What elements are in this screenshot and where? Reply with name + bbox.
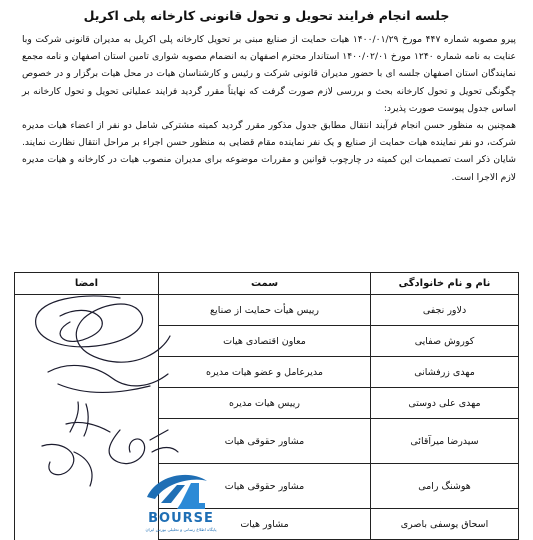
- paragraph-2: همچنین به منظور حسن انجام فرآیند انتقال مطابق جدول مذکور مقرر گردید کمیته مشترکی شامل دو نفر از اعضاء هیات مدیره شرکت، دو نفر نماینده هیات حمایت از صنایع و یک نفر نماینده مقام قضایی به منظور حسن اجراء بر مراحل انتقال نظارت نمایند. شایان ذکر است تصمیمات این کمیته در چارچوب قوانین و مقررات موضوعه برای مدیران منصوب هیات در کارخانه و هیات مدیره لازم الاجرا است.: [22, 120, 516, 183]
- table-header-row: [15, 273, 519, 295]
- cell-name: سیدرضا میرآقائی: [371, 419, 519, 464]
- bourse-logo: [133, 463, 229, 535]
- cell-position: رییس هیأت حمایت از صنایع: [159, 295, 371, 326]
- header-signature: امضا: [15, 273, 159, 295]
- document-title: جلسه انجام فرایند تحویل و تحول قانونی کارخانه پلی اکریل: [83, 8, 450, 23]
- cell-name: مهدی زرفشانی: [371, 357, 519, 388]
- paragraph-1: پیرو مصوبه شماره ۴۴۷ مورخ ۱۴۰۰/۰۱/۲۹ هیات حمایت از صنایع مبنی بر تحویل کارخانه پلی اکریل به مدیران قانونی شرکت وبا عنایت به نامه شماره ۱۲۴۰ مورخ ۱۴۰۰/۰۲/۰۱ استاندار محترم اصفهان به انضمام مصوبه شواری تامین استان اصفهان و نامه مجمع نمایندگان استان اصفهان جلسه ای با حضور مدیران قانونی شرکت و رئیس و کارشناسان هیات در محل هیات برگزار و در خصوص چگونگی تحویل و تحول کارخانه بحث و بررسی لازم صورت گرفت که نهایتاً مقرر گردید فرایند عملیاتی تحویل و تحول کارخانه بر اساس جدول پیوست صورت پذیرد:: [22, 34, 516, 114]
- cell-position: مشاور حقوقی هیات: [159, 419, 371, 464]
- header-position: سمت: [159, 273, 371, 295]
- logo-text: BOURSE: [148, 511, 214, 526]
- document-body: [22, 31, 516, 186]
- logo-subtitle: پایگاه اطلاع رسانی و تحلیلی بورس ایران: [145, 527, 217, 532]
- cell-position: مشاور حقوقی هیات: [159, 464, 371, 509]
- cell-position: معاون اقتصادی هیات: [159, 326, 371, 357]
- signature-table: [14, 272, 519, 540]
- cell-position: مشاور هیات: [159, 509, 371, 540]
- header-name: نام و نام خانوادگی: [371, 273, 519, 295]
- cell-name: مهدی علی دوستی: [371, 388, 519, 419]
- cell-position: مدیرعامل و عضو هیات مدیره: [159, 357, 371, 388]
- table-row: [15, 295, 519, 326]
- cell-position: رییس هیات مدیره: [159, 388, 371, 419]
- cell-name: اسحاق یوسفی باصری: [371, 509, 519, 540]
- cell-name: کوروش صفایی: [371, 326, 519, 357]
- cell-name: هوشنگ رامی: [371, 464, 519, 509]
- cell-name: دلاور نجفی: [371, 295, 519, 326]
